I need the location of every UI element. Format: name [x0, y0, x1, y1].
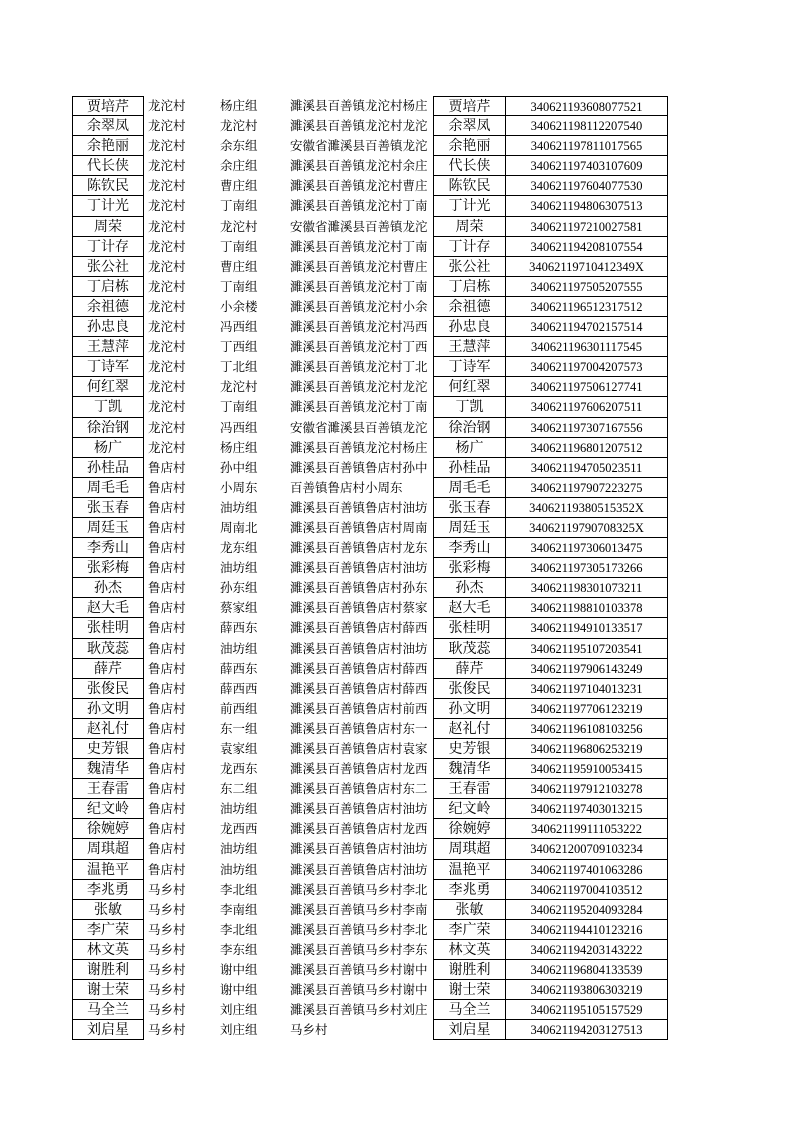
id-number-cell: 340621196108103256 [505, 719, 668, 739]
address-cell: 濉溪县百善镇鲁店村油坊 [290, 640, 428, 656]
name-repeat-cell: 贾培芹 [433, 96, 505, 116]
group-cell: 龙西东 [220, 761, 258, 777]
id-number-cell: 340621197811017565 [505, 136, 668, 156]
id-number-cell: 340621196301117545 [505, 337, 668, 357]
group-cell: 油坊组 [220, 841, 258, 857]
name-cell: 魏清华 [72, 759, 144, 779]
name-cell: 周毛毛 [72, 478, 144, 498]
address-cell: 安徽省濉溪县百善镇龙沱 [290, 138, 428, 154]
group-cell: 东一组 [220, 720, 258, 736]
id-number-cell: 340621197906143249 [505, 659, 668, 679]
village-cell: 马乡村 [148, 962, 186, 978]
address-cell: 濉溪县百善镇鲁店村龙东 [290, 540, 428, 556]
name-repeat-cell: 余翠凤 [433, 116, 505, 136]
group-cell: 丁南组 [220, 198, 258, 214]
name-repeat-cell: 孙文明 [433, 699, 505, 719]
address-cell: 濉溪县百善镇龙沱村龙沱 [290, 118, 428, 134]
village-cell: 鲁店村 [148, 801, 186, 817]
village-cell: 鲁店村 [148, 560, 186, 576]
name-repeat-cell: 纪文岭 [433, 799, 505, 819]
id-number-cell: 340621197604077530 [505, 176, 668, 196]
group-cell: 刘庄组 [220, 1022, 258, 1038]
village-cell: 龙沱村 [148, 379, 186, 395]
name-repeat-cell: 赵礼付 [433, 719, 505, 739]
name-repeat-cell: 孙桂品 [433, 458, 505, 478]
id-number-cell: 340621196804133539 [505, 960, 668, 980]
name-repeat-cell: 陈钦民 [433, 176, 505, 196]
group-cell: 蔡家组 [220, 600, 258, 616]
group-cell: 余庄组 [220, 158, 258, 174]
village-cell: 鲁店村 [148, 620, 186, 636]
name-repeat-cell: 何红翠 [433, 377, 505, 397]
village-cell: 马乡村 [148, 941, 186, 957]
village-cell: 龙沱村 [148, 138, 186, 154]
name-cell: 周琪超 [72, 839, 144, 859]
id-number-cell: 340621196801207512 [505, 438, 668, 458]
group-cell: 冯西组 [220, 419, 258, 435]
name-repeat-cell: 代长侠 [433, 156, 505, 176]
id-number-cell: 340621194208107554 [505, 237, 668, 257]
id-number-cell: 340621197306013475 [505, 538, 668, 558]
name-cell: 谢士荣 [72, 980, 144, 1000]
address-cell: 濉溪县百善镇鲁店村东一 [290, 720, 428, 736]
name-cell: 贾培芹 [72, 96, 144, 116]
name-repeat-cell: 丁凯 [433, 397, 505, 417]
id-number-cell: 340621197912103278 [505, 779, 668, 799]
id-number-cell: 340621194806307513 [505, 196, 668, 216]
name-cell: 史芳银 [72, 739, 144, 759]
name-repeat-cell: 徐治钢 [433, 418, 505, 438]
name-repeat-cell: 张玉春 [433, 498, 505, 518]
name-cell: 张玉春 [72, 498, 144, 518]
name-cell: 赵大毛 [72, 598, 144, 618]
address-cell: 濉溪县百善镇鲁店村孙东 [290, 580, 428, 596]
id-number-cell: 340621197401063286 [505, 860, 668, 880]
group-cell: 冯西组 [220, 319, 258, 335]
address-cell: 濉溪县百善镇鲁店村油坊 [290, 801, 428, 817]
name-repeat-cell: 谢胜利 [433, 960, 505, 980]
name-repeat-cell: 温艳平 [433, 860, 505, 880]
address-cell: 濉溪县百善镇鲁店村前西 [290, 700, 428, 716]
group-cell: 丁南组 [220, 399, 258, 415]
id-number-cell: 340621197403107609 [505, 156, 668, 176]
name-repeat-cell: 周琪超 [433, 839, 505, 859]
village-cell: 龙沱村 [148, 158, 186, 174]
village-cell: 鲁店村 [148, 519, 186, 535]
address-cell: 濉溪县百善镇马乡村李东 [290, 941, 428, 957]
village-cell: 鲁店村 [148, 479, 186, 495]
id-number-cell: 340621195105157529 [505, 1000, 668, 1020]
group-cell: 谢中组 [220, 962, 258, 978]
name-repeat-cell: 薛芹 [433, 659, 505, 679]
name-repeat-cell: 丁诗军 [433, 357, 505, 377]
address-cell: 濉溪县百善镇龙沱村丁西 [290, 339, 428, 355]
name-cell: 耿茂蕊 [72, 639, 144, 659]
id-number-cell: 340621194910133517 [505, 618, 668, 638]
group-cell: 龙沱村 [220, 379, 258, 395]
village-cell: 龙沱村 [148, 198, 186, 214]
group-cell: 丁北组 [220, 359, 258, 375]
village-cell: 鲁店村 [148, 540, 186, 556]
name-cell: 张桂明 [72, 618, 144, 638]
name-cell: 代长侠 [72, 156, 144, 176]
id-number-cell: 340621194203143222 [505, 940, 668, 960]
id-number-cell: 340621195107203541 [505, 639, 668, 659]
village-cell: 鲁店村 [148, 821, 186, 837]
address-cell: 濉溪县百善镇龙沱村冯西 [290, 319, 428, 335]
group-cell: 杨庄组 [220, 98, 258, 113]
name-cell: 谢胜利 [72, 960, 144, 980]
village-cell: 龙沱村 [148, 419, 186, 435]
name-cell: 张敏 [72, 900, 144, 920]
address-cell: 濉溪县百善镇龙沱村丁南 [290, 278, 428, 294]
village-cell: 龙沱村 [148, 98, 186, 113]
village-cell: 马乡村 [148, 982, 186, 998]
address-cell: 濉溪县百善镇龙沱村余庄 [290, 158, 428, 174]
name-repeat-cell: 丁启栋 [433, 277, 505, 297]
id-number-cell: 340621197505207555 [505, 277, 668, 297]
name-cell: 陈钦民 [72, 176, 144, 196]
id-number-cell: 340621194702157514 [505, 317, 668, 337]
address-cell: 濉溪县百善镇鲁店村油坊 [290, 499, 428, 515]
village-cell: 鲁店村 [148, 861, 186, 877]
id-number-cell: 340621200709103234 [505, 839, 668, 859]
name-cell: 余祖德 [72, 297, 144, 317]
address-cell: 濉溪县百善镇鲁店村袁家 [290, 741, 428, 756]
name-cell: 孙忠良 [72, 317, 144, 337]
address-cell: 濉溪县百善镇龙沱村曹庄 [290, 258, 428, 274]
name-repeat-cell: 孙杰 [433, 578, 505, 598]
name-cell: 孙文明 [72, 699, 144, 719]
group-cell: 孙中组 [220, 459, 258, 475]
name-cell: 王慧萍 [72, 337, 144, 357]
village-cell: 鲁店村 [148, 580, 186, 596]
village-cell: 马乡村 [148, 1022, 186, 1038]
address-cell: 濉溪县百善镇龙沱村小余 [290, 298, 428, 314]
address-cell: 濉溪县百善镇鲁店村周南 [290, 519, 428, 535]
address-cell: 安徽省濉溪县百善镇龙沱 [290, 419, 428, 435]
id-number-cell: 340621194705023511 [505, 458, 668, 478]
village-cell: 鲁店村 [148, 640, 186, 656]
name-cell: 孙桂品 [72, 458, 144, 478]
village-cell: 鲁店村 [148, 781, 186, 797]
id-number-cell: 340621197403013215 [505, 799, 668, 819]
address-cell: 濉溪县百善镇龙沱村丁南 [290, 238, 428, 254]
id-number-cell: 340621198112207540 [505, 116, 668, 136]
address-cell: 濉溪县百善镇鲁店村薛西 [290, 680, 428, 696]
name-repeat-cell: 李秀山 [433, 538, 505, 558]
address-cell: 濉溪县百善镇龙沱村丁南 [290, 198, 428, 214]
address-cell: 濉溪县百善镇马乡村谢中 [290, 962, 428, 978]
village-cell: 龙沱村 [148, 399, 186, 415]
group-cell: 油坊组 [220, 640, 258, 656]
id-number-cell: 340621194410123216 [505, 920, 668, 940]
name-repeat-cell: 周毛毛 [433, 478, 505, 498]
village-cell: 鲁店村 [148, 700, 186, 716]
name-repeat-cell: 丁计存 [433, 237, 505, 257]
name-cell: 马全兰 [72, 1000, 144, 1020]
name-repeat-cell: 李广荣 [433, 920, 505, 940]
name-cell: 余艳丽 [72, 136, 144, 156]
village-cell: 龙沱村 [148, 439, 186, 455]
id-number-cell: 340621193806303219 [505, 980, 668, 1000]
address-cell: 濉溪县百善镇鲁店村龙西 [290, 761, 428, 777]
group-cell: 孙东组 [220, 580, 258, 596]
address-cell: 濉溪县百善镇鲁店村东二 [290, 781, 428, 797]
group-cell: 东二组 [220, 781, 258, 797]
name-repeat-cell: 徐婉婷 [433, 819, 505, 839]
group-cell: 薛西东 [220, 660, 258, 676]
address-cell: 濉溪县百善镇鲁店村龙西 [290, 821, 428, 837]
address-cell: 濉溪县百善镇鲁店村薛西 [290, 620, 428, 636]
address-cell: 濉溪县百善镇龙沱村杨庄 [290, 439, 428, 455]
name-cell: 丁诗军 [72, 357, 144, 377]
id-number-cell: 340621198301073211 [505, 578, 668, 598]
name-repeat-cell: 王春雷 [433, 779, 505, 799]
id-number-cell: 340621195204093284 [505, 900, 668, 920]
name-cell: 林文英 [72, 940, 144, 960]
name-cell: 何红翠 [72, 377, 144, 397]
group-cell: 油坊组 [220, 861, 258, 877]
address-cell: 安徽省濉溪县百善镇龙沱 [290, 218, 428, 234]
address-cell: 濉溪县百善镇龙沱村杨庄 [290, 98, 428, 113]
group-cell: 李北组 [220, 881, 258, 897]
group-cell: 袁家组 [220, 741, 258, 756]
name-repeat-cell: 史芳银 [433, 739, 505, 759]
name-repeat-cell: 周荣 [433, 217, 505, 237]
address-cell: 濉溪县百善镇鲁店村薛西 [290, 660, 428, 676]
name-cell: 李兆勇 [72, 880, 144, 900]
id-number-cell: 340621197104013231 [505, 679, 668, 699]
name-cell: 丁计光 [72, 196, 144, 216]
id-number-cell: 340621197305173266 [505, 558, 668, 578]
group-cell: 前西组 [220, 700, 258, 716]
id-number-cell: 340621198810103378 [505, 598, 668, 618]
address-cell: 濉溪县百善镇龙沱村丁南 [290, 399, 428, 415]
name-cell: 余翠凤 [72, 116, 144, 136]
village-cell: 鲁店村 [148, 499, 186, 515]
id-number-cell: 34062119710412349X [505, 257, 668, 277]
id-number-cell: 340621196806253219 [505, 739, 668, 759]
id-number-cell: 340621195910053415 [505, 759, 668, 779]
id-number-cell: 340621197706123219 [505, 699, 668, 719]
group-cell: 丁南组 [220, 238, 258, 254]
village-cell: 鲁店村 [148, 720, 186, 736]
address-cell: 濉溪县百善镇马乡村刘庄 [290, 1002, 428, 1018]
name-cell: 丁启栋 [72, 277, 144, 297]
name-cell: 丁计存 [72, 237, 144, 257]
village-cell: 龙沱村 [148, 339, 186, 355]
id-number-cell: 340621197606207511 [505, 397, 668, 417]
id-number-cell: 34062119790708325X [505, 518, 668, 538]
name-cell: 杨广 [72, 438, 144, 458]
village-cell: 龙沱村 [148, 359, 186, 375]
group-cell: 龙沱村 [220, 218, 258, 234]
village-cell: 龙沱村 [148, 258, 186, 274]
village-cell: 鲁店村 [148, 841, 186, 857]
id-number-cell: 340621197907223275 [505, 478, 668, 498]
id-number-cell: 340621197506127741 [505, 377, 668, 397]
address-cell: 濉溪县百善镇龙沱村曹庄 [290, 178, 428, 194]
name-cell: 张公社 [72, 257, 144, 277]
group-cell: 丁南组 [220, 278, 258, 294]
name-repeat-cell: 张俊民 [433, 679, 505, 699]
village-cell: 鲁店村 [148, 660, 186, 676]
village-cell: 马乡村 [148, 881, 186, 897]
group-cell: 龙沱村 [220, 118, 258, 134]
name-repeat-cell: 刘启星 [433, 1020, 505, 1040]
village-cell: 龙沱村 [148, 278, 186, 294]
name-cell: 孙杰 [72, 578, 144, 598]
name-cell: 纪文岭 [72, 799, 144, 819]
name-repeat-cell: 赵大毛 [433, 598, 505, 618]
village-cell: 龙沱村 [148, 319, 186, 335]
group-cell: 李南组 [220, 901, 258, 917]
village-cell: 龙沱村 [148, 238, 186, 254]
address-cell: 濉溪县百善镇鲁店村孙中 [290, 459, 428, 475]
village-cell: 鲁店村 [148, 680, 186, 696]
group-cell: 丁西组 [220, 339, 258, 355]
name-cell: 张彩梅 [72, 558, 144, 578]
name-repeat-cell: 耿茂蕊 [433, 639, 505, 659]
address-cell: 濉溪县百善镇马乡村李北 [290, 881, 428, 897]
village-cell: 鲁店村 [148, 761, 186, 777]
group-cell: 余东组 [220, 138, 258, 154]
address-cell: 濉溪县百善镇鲁店村油坊 [290, 861, 428, 877]
group-cell: 曹庄组 [220, 258, 258, 274]
group-cell: 杨庄组 [220, 439, 258, 455]
name-cell: 李秀山 [72, 538, 144, 558]
group-cell: 龙西西 [220, 821, 258, 837]
address-cell: 濉溪县百善镇鲁店村油坊 [290, 560, 428, 576]
id-number-cell: 340621197004103512 [505, 880, 668, 900]
group-cell: 薛西西 [220, 680, 258, 696]
village-cell: 龙沱村 [148, 298, 186, 314]
village-cell: 马乡村 [148, 901, 186, 917]
name-repeat-cell: 杨广 [433, 438, 505, 458]
name-repeat-cell: 马全兰 [433, 1000, 505, 1020]
address-cell: 濉溪县百善镇马乡村李北 [290, 921, 428, 937]
village-cell: 龙沱村 [148, 218, 186, 234]
name-repeat-cell: 张桂明 [433, 618, 505, 638]
name-cell: 刘启星 [72, 1020, 144, 1040]
name-repeat-cell: 丁计光 [433, 196, 505, 216]
name-cell: 周荣 [72, 217, 144, 237]
address-cell: 百善镇鲁店村小周东 [290, 479, 403, 495]
name-repeat-cell: 李兆勇 [433, 880, 505, 900]
id-number-cell: 340621196512317512 [505, 297, 668, 317]
village-cell: 龙沱村 [148, 118, 186, 134]
group-cell: 周南北 [220, 519, 258, 535]
name-repeat-cell: 张敏 [433, 900, 505, 920]
village-cell: 鲁店村 [148, 741, 186, 756]
group-cell: 油坊组 [220, 499, 258, 515]
name-cell: 薛芹 [72, 659, 144, 679]
id-number-cell: 340621197307167556 [505, 418, 668, 438]
address-cell: 马乡村 [290, 1022, 328, 1038]
name-cell: 徐婉婷 [72, 819, 144, 839]
id-number-cell: 34062119380515352X [505, 498, 668, 518]
name-cell: 温艳平 [72, 860, 144, 880]
name-repeat-cell: 周廷玉 [433, 518, 505, 538]
address-cell: 濉溪县百善镇鲁店村蔡家 [290, 600, 428, 616]
group-cell: 谢中组 [220, 982, 258, 998]
name-repeat-cell: 余祖德 [433, 297, 505, 317]
name-cell: 王春雷 [72, 779, 144, 799]
group-cell: 小周东 [220, 479, 258, 495]
group-cell: 李东组 [220, 941, 258, 957]
village-cell: 鲁店村 [148, 459, 186, 475]
name-repeat-cell: 张彩梅 [433, 558, 505, 578]
group-cell: 小余楼 [220, 298, 258, 314]
address-cell: 濉溪县百善镇龙沱村龙沱 [290, 379, 428, 395]
name-repeat-cell: 谢士荣 [433, 980, 505, 1000]
name-cell: 周廷玉 [72, 518, 144, 538]
group-cell: 李北组 [220, 921, 258, 937]
name-repeat-cell: 王慧萍 [433, 337, 505, 357]
name-repeat-cell: 孙忠良 [433, 317, 505, 337]
address-cell: 濉溪县百善镇马乡村谢中 [290, 982, 428, 998]
name-cell: 张俊民 [72, 679, 144, 699]
village-cell: 马乡村 [148, 921, 186, 937]
id-number-cell: 340621197210027581 [505, 217, 668, 237]
id-number-cell: 340621193608077521 [505, 96, 668, 116]
address-cell: 濉溪县百善镇鲁店村油坊 [290, 841, 428, 857]
group-cell: 薛西东 [220, 620, 258, 636]
village-cell: 龙沱村 [148, 178, 186, 194]
name-repeat-cell: 张公社 [433, 257, 505, 277]
village-cell: 鲁店村 [148, 600, 186, 616]
name-cell: 丁凯 [72, 397, 144, 417]
id-number-cell: 340621197004207573 [505, 357, 668, 377]
name-cell: 徐治钢 [72, 418, 144, 438]
id-number-cell: 340621199111053222 [505, 819, 668, 839]
id-number-cell: 340621194203127513 [505, 1020, 668, 1040]
group-cell: 龙东组 [220, 540, 258, 556]
name-repeat-cell: 魏清华 [433, 759, 505, 779]
name-repeat-cell: 余艳丽 [433, 136, 505, 156]
group-cell: 曹庄组 [220, 178, 258, 194]
name-cell: 赵礼付 [72, 719, 144, 739]
name-repeat-cell: 林文英 [433, 940, 505, 960]
group-cell: 油坊组 [220, 560, 258, 576]
name-cell: 李广荣 [72, 920, 144, 940]
address-cell: 濉溪县百善镇马乡村李南 [290, 901, 428, 917]
village-cell: 马乡村 [148, 1002, 186, 1018]
address-cell: 濉溪县百善镇龙沱村丁北 [290, 359, 428, 375]
group-cell: 刘庄组 [220, 1002, 258, 1018]
group-cell: 油坊组 [220, 801, 258, 817]
